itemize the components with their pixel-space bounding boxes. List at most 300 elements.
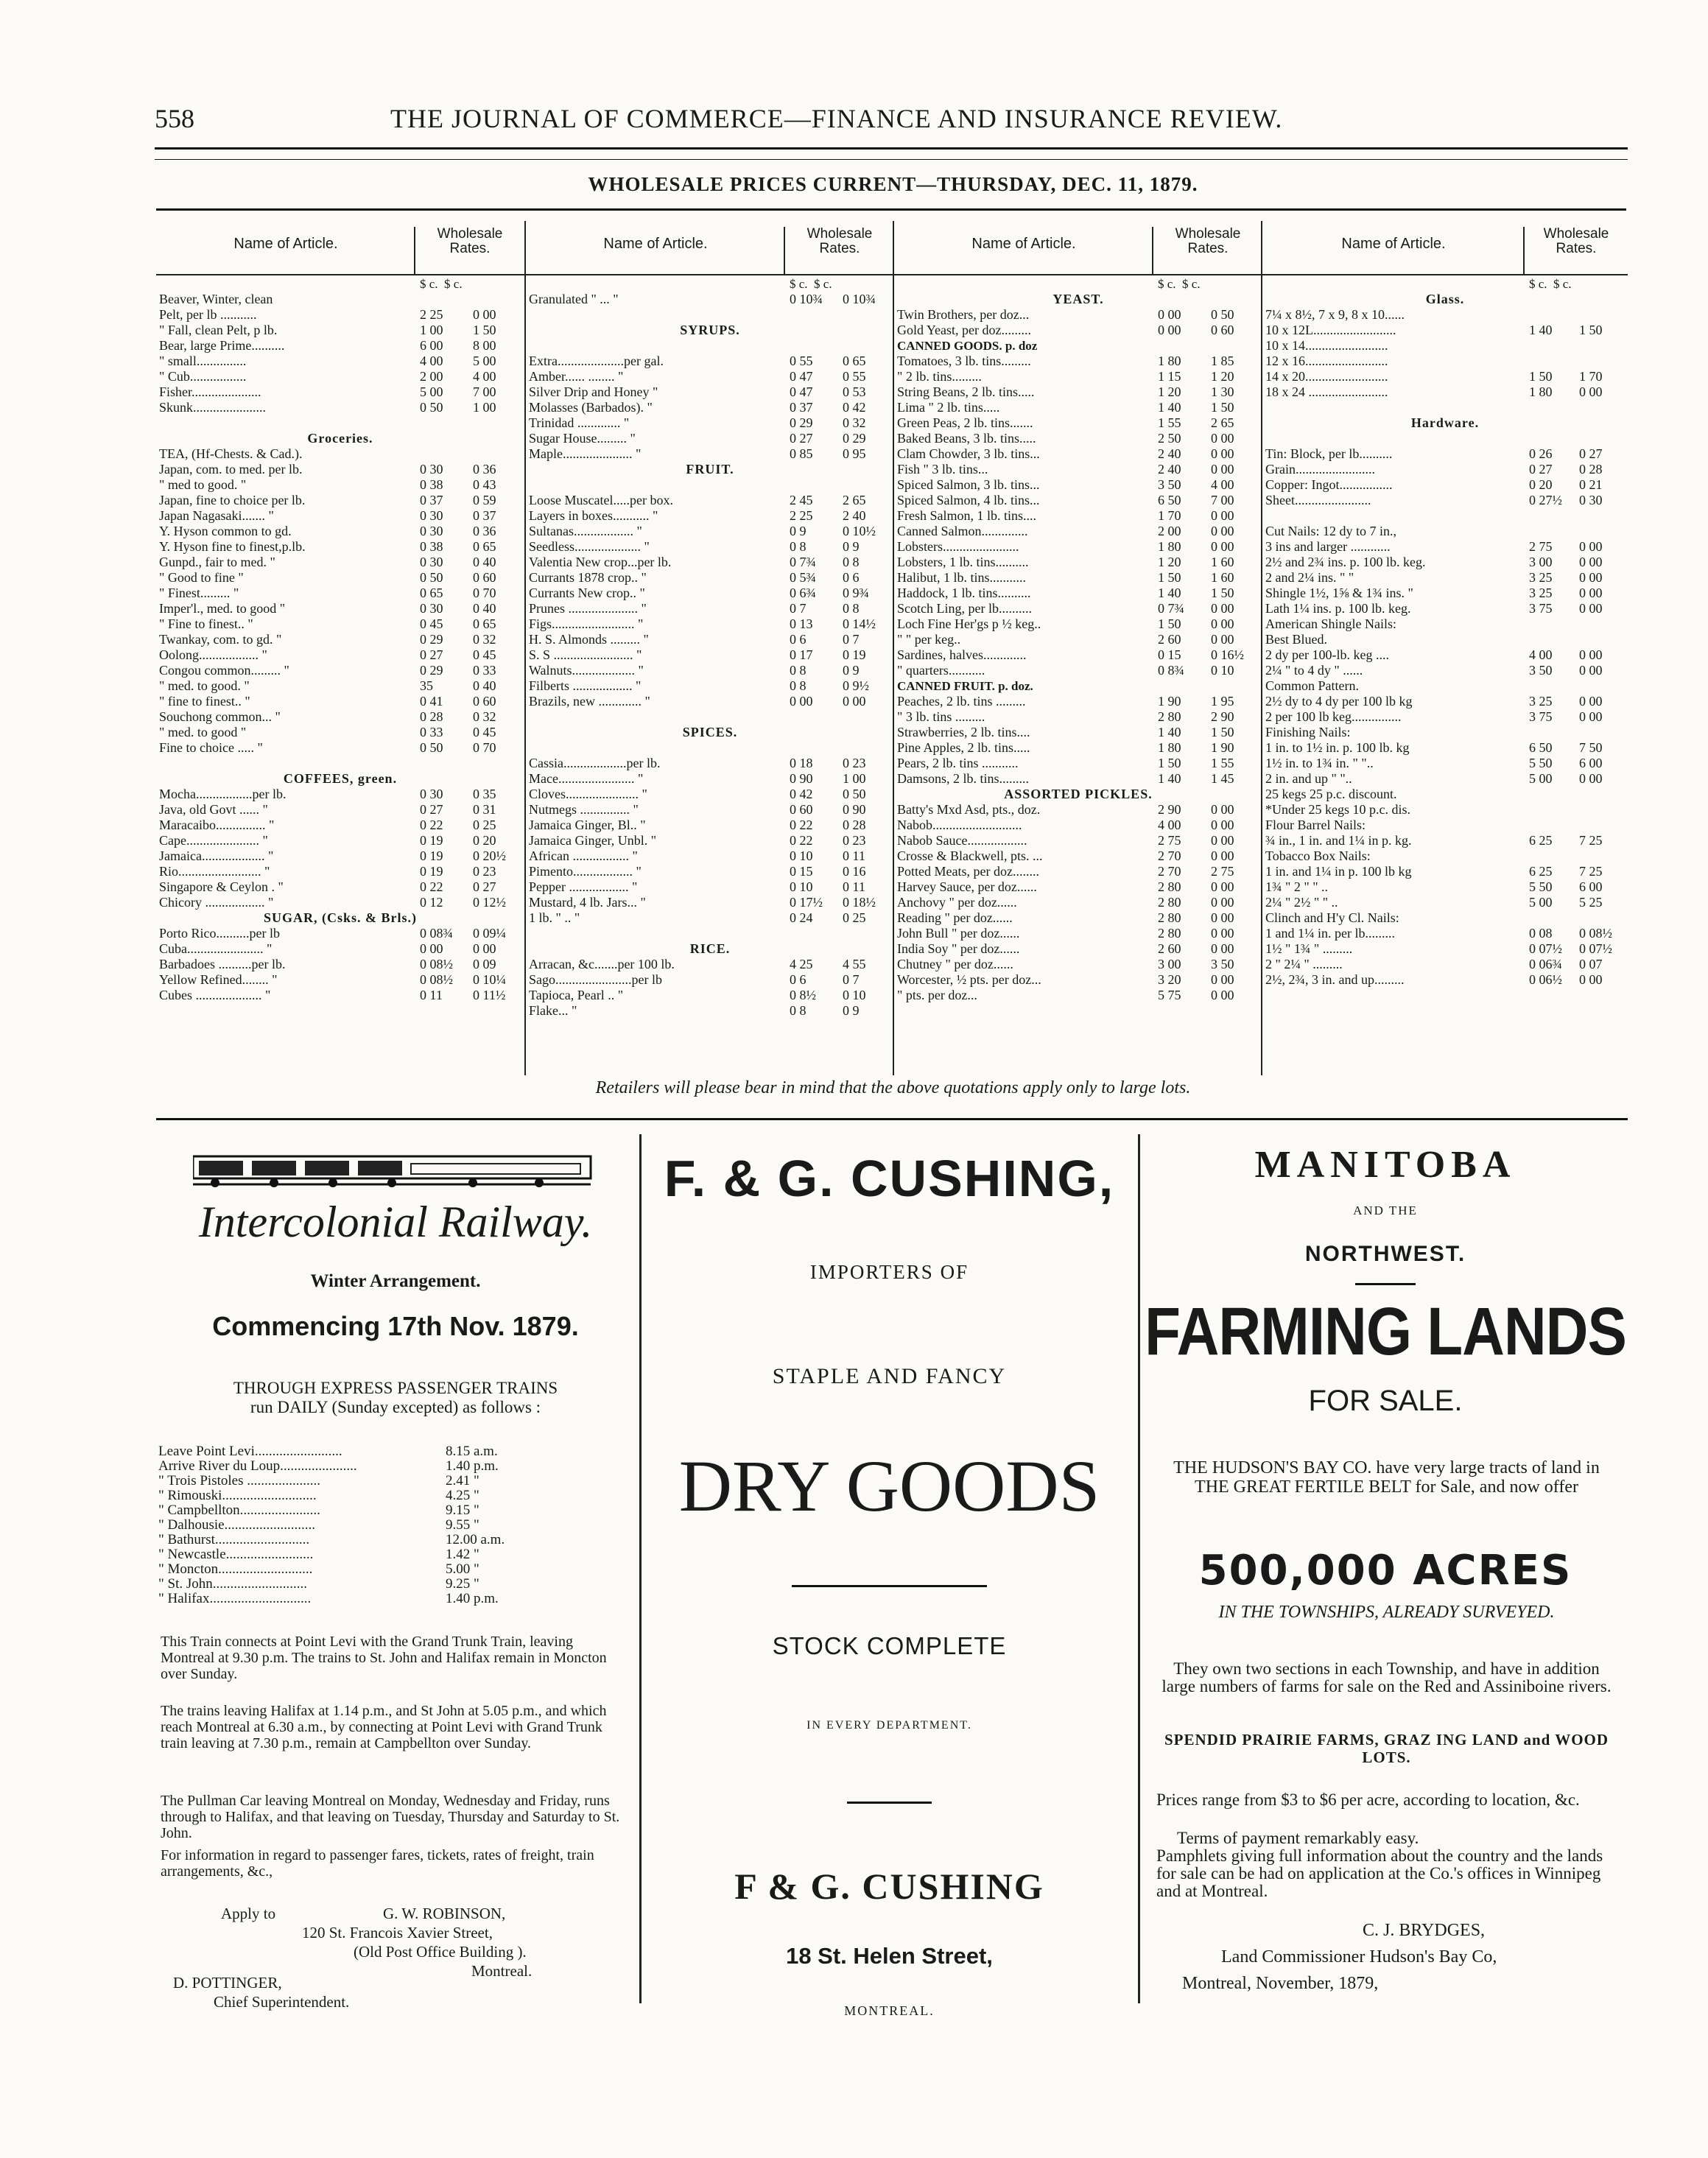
- rate-high: 0 59: [473, 493, 496, 507]
- article-name: " quarters...........: [897, 663, 985, 678]
- article-name: Lobsters.......................: [897, 539, 1019, 554]
- article-name: 1½ " 1¾ " .........: [1265, 941, 1353, 956]
- rate-high: 0 10½: [843, 524, 876, 538]
- rate-high: 0 11½: [473, 988, 506, 1002]
- price-row: [526, 864, 894, 879]
- railway-agent-name: G. W. ROBINSON,: [383, 1905, 506, 1922]
- rate-high: 0 45: [473, 647, 496, 662]
- rate-low: 0 19: [420, 833, 443, 848]
- rate-low: 0 13: [790, 616, 813, 631]
- price-row: [156, 446, 524, 462]
- article-name: CANNED FRUIT. p. doz.: [897, 679, 1033, 693]
- article-name: Tobacco Box Nails:: [1265, 848, 1371, 863]
- rate-low: 0 55: [790, 354, 813, 368]
- rate-low: 3 25: [1529, 570, 1553, 585]
- price-row: [526, 957, 894, 972]
- rate-high: 0 70: [473, 740, 496, 755]
- price-row: [894, 957, 1262, 972]
- rate-low: 2 80: [1158, 895, 1181, 910]
- article-name: Granulated " ... ": [529, 292, 619, 306]
- header-rule-thin: [155, 159, 1628, 160]
- rate-low: 2 75: [1158, 833, 1181, 848]
- rate-low: 5 00: [1529, 771, 1553, 786]
- article-name: Brazils, new ............. ": [529, 694, 650, 709]
- rate-high: 0 7: [843, 972, 860, 987]
- rate-high: 0 23: [843, 833, 866, 848]
- price-row: [526, 647, 894, 663]
- price-row: [156, 384, 524, 400]
- article-name: Copper: Ingot................: [1265, 477, 1393, 492]
- rate-low: 1 40: [1529, 323, 1553, 337]
- price-row: [1262, 632, 1628, 647]
- article-name: Harvey Sauce, per doz......: [897, 879, 1037, 894]
- rate-low: 2 40: [1158, 446, 1181, 461]
- price-row: [894, 771, 1262, 787]
- rate-high: 0 9¾: [843, 586, 869, 600]
- rate-column-header: Wholesale Rates.: [1152, 227, 1262, 274]
- price-row: [1262, 323, 1628, 338]
- manitoba-for-sale: FOR SALE.: [1308, 1385, 1463, 1417]
- price-row: [526, 477, 894, 493]
- article-name: Chicory .................. ": [159, 895, 274, 910]
- rate-high: 0 6: [843, 570, 860, 585]
- price-row: [526, 694, 894, 709]
- schedule-time: 1.40 p.m.: [446, 1591, 499, 1606]
- article-name: Molasses (Barbados). ": [529, 400, 653, 415]
- rate-high: 0 70: [473, 586, 496, 600]
- rate-low: 0 22: [790, 818, 813, 832]
- article-name: Valentia New crop...per lb.: [529, 555, 672, 569]
- price-row: [156, 833, 524, 848]
- article-name: Shingle 1½, 1⅝ & 1¾ ins. ": [1265, 586, 1413, 600]
- rate-high: 0 27: [473, 879, 496, 894]
- name-column-header: Name of Article.: [603, 236, 708, 252]
- article-name: 3 ins and larger ............: [1265, 539, 1391, 554]
- rate-low: 0 5¾: [790, 570, 816, 585]
- rate-high: 0 00: [1211, 632, 1234, 647]
- price-row: [894, 848, 1262, 864]
- rate-low: 2 80: [1158, 879, 1181, 894]
- price-row: [894, 879, 1262, 895]
- price-row: [156, 601, 524, 616]
- rate-low: 2 90: [1158, 802, 1181, 817]
- rate-low: 0 08½: [420, 972, 453, 987]
- article-name: Walnuts................... ": [529, 663, 644, 678]
- price-row: [526, 384, 894, 400]
- price-row: [1262, 740, 1628, 756]
- rate-column-header: Wholesale Rates.: [414, 227, 524, 274]
- article-name: Reading " per doz......: [897, 910, 1013, 925]
- rate-low: 0 27: [1529, 462, 1553, 477]
- article-name: FRUIT.: [686, 462, 734, 477]
- article-name: Worcester, ½ pts. per doz...: [897, 972, 1041, 987]
- manitoba-farming-lands: FARMING LANDS: [1145, 1293, 1626, 1369]
- prices-table: [156, 221, 1626, 1075]
- section-heading: [526, 725, 894, 740]
- article-name: Fish " 3 lb. tins...: [897, 462, 988, 477]
- article-name: Lima " 2 lb. tins.....: [897, 400, 1000, 415]
- rate-high: 0 10¾: [843, 292, 876, 306]
- rate-high: 0 95: [843, 446, 866, 461]
- rate-low: 1 20: [1158, 384, 1181, 399]
- article-name: SPICES.: [682, 725, 738, 739]
- prices-column-header: [1262, 221, 1628, 275]
- article-name: CANNED GOODS. p. doz: [897, 339, 1038, 353]
- rate-low: 0 6¾: [790, 586, 816, 600]
- article-name: YEAST.: [1052, 292, 1104, 306]
- rate-low: 2 25: [790, 508, 813, 523]
- rate-low: 0 50: [420, 400, 443, 415]
- rate-high: 1 50: [473, 323, 496, 337]
- rate-low: 0 06¾: [1529, 957, 1562, 971]
- article-name: 10 x 12L.........................: [1265, 323, 1396, 337]
- rate-high: 0 00: [1211, 431, 1234, 446]
- rate-high: 0 36: [473, 524, 496, 538]
- rate-low: 1 50: [1158, 570, 1181, 585]
- price-row: [156, 524, 524, 539]
- rate-high: 1 85: [1211, 354, 1234, 368]
- rate-low: 0 27: [420, 647, 443, 662]
- rate-high: 0 37: [473, 508, 496, 523]
- section-heading: [526, 462, 894, 477]
- article-name: Arracan, &c.......per 100 lb.: [529, 957, 675, 971]
- railway-title: Intercolonial Railway.: [198, 1198, 593, 1246]
- railway-para-3: The Pullman Car leaving Montreal on Monday, Wednesday and Friday, runs through to Halifax, and that leaving on Tuesday, Thursday and Saturday to St. John.: [161, 1793, 620, 1841]
- rate-high: 2 90: [1211, 709, 1234, 724]
- article-name: Tomatoes, 3 lb. tins.........: [897, 354, 1031, 368]
- price-row: [526, 616, 894, 632]
- rate-high: 0 31: [473, 802, 496, 817]
- article-name: 2¼ " to 4 dy " ......: [1265, 663, 1363, 678]
- article-name: Twin Brothers, per doz...: [897, 307, 1030, 322]
- article-name: Barbadoes ..........per lb.: [159, 957, 286, 971]
- rate-high: 8 00: [473, 338, 496, 353]
- rate-low: 0 22: [420, 818, 443, 832]
- rate-low: 0 7¾: [790, 555, 816, 569]
- price-row: [894, 988, 1262, 1003]
- rate-high: 1 00: [843, 771, 866, 786]
- section-heading: [1262, 415, 1628, 431]
- article-name: " 3 lb. tins .........: [897, 709, 985, 724]
- rate-low: 3 50: [1158, 477, 1181, 492]
- rate-low: 0 15: [1158, 647, 1181, 662]
- article-name: Sardines, halves.............: [897, 647, 1027, 662]
- article-name: Cut Nails: 12 dy to 7 in.,: [1265, 524, 1397, 538]
- article-name: Cape...................... ": [159, 833, 268, 848]
- rate-high: 4 00: [473, 369, 496, 384]
- retail-note: Retailers will please bear in mind that the above quotations apply only to large lots.: [595, 1078, 1191, 1097]
- price-row: [894, 972, 1262, 988]
- article-name: 2 dy per 100-lb. keg ....: [1265, 647, 1389, 662]
- rate-high: 1 50: [1579, 323, 1603, 337]
- rate-high: 3 50: [1211, 957, 1234, 971]
- article-name: John Bull " per doz......: [897, 926, 1020, 941]
- price-row: [894, 338, 1262, 354]
- article-name: Yellow Refined........ ": [159, 972, 278, 987]
- rate-low: 0 45: [420, 616, 443, 631]
- price-row: [526, 354, 894, 369]
- rate-low: 3 25: [1529, 694, 1553, 709]
- price-row: [894, 709, 1262, 725]
- article-name: SYRUPS.: [680, 323, 740, 337]
- rate-low: 0 30: [420, 601, 443, 616]
- article-name: Tin: Block, per lb..........: [1265, 446, 1393, 461]
- rate-low: 1 40: [1158, 400, 1181, 415]
- rate-high: 2 40: [843, 508, 866, 523]
- price-row: [1262, 307, 1628, 323]
- price-row: [156, 694, 524, 709]
- rate-low: 1 40: [1158, 725, 1181, 739]
- currency-header: $ c. $ c.: [420, 277, 463, 291]
- rate-low: 0 22: [420, 879, 443, 894]
- article-name: Gold Yeast, per doz.........: [897, 323, 1031, 337]
- article-name: Spiced Salmon, 4 lb. tins...: [897, 493, 1040, 507]
- cushing-importers: IMPORTERS OF: [809, 1261, 969, 1283]
- rate-high: 0 00: [1579, 539, 1603, 554]
- manitoba-terms: Terms of payment remarkably easy.: [1177, 1829, 1419, 1847]
- price-row: [156, 647, 524, 663]
- article-name: Pimento.................. ": [529, 864, 642, 879]
- article-name: Silver Drip and Honey ": [529, 384, 658, 399]
- schedule-time: 9.15 ": [446, 1502, 479, 1518]
- section-heading: [894, 292, 1262, 307]
- rate-high: 2 65: [1211, 415, 1234, 430]
- price-row: [894, 756, 1262, 771]
- rate-high: 0 45: [473, 725, 496, 739]
- name-column-header: Name of Article.: [971, 236, 1076, 252]
- rate-high: 0 00: [1211, 895, 1234, 910]
- price-row: [1262, 833, 1628, 848]
- rate-low: 4 00: [1158, 818, 1181, 832]
- article-name: Lobsters, 1 lb. tins..........: [897, 555, 1029, 569]
- section-heading: [526, 323, 894, 338]
- rate-high: 0 00: [1211, 539, 1234, 554]
- rate-low: 0 6: [790, 972, 806, 987]
- rate-low: 2 00: [420, 369, 443, 384]
- article-name: 2 per 100 lb keg...............: [1265, 709, 1402, 724]
- price-row: [526, 508, 894, 524]
- rate-high: 0 9: [843, 663, 860, 678]
- price-row: [1262, 972, 1628, 988]
- article-name: Fine to choice ..... ": [159, 740, 263, 755]
- rate-low: 0 30: [420, 508, 443, 523]
- rate-high: 0 40: [473, 678, 496, 693]
- rate-low: 3 50: [1529, 663, 1553, 678]
- rate-high: 0 8: [843, 555, 860, 569]
- article-name: Sheet.......................: [1265, 493, 1371, 507]
- rate-low: 0 06½: [1529, 972, 1562, 987]
- rate-high: 0 00: [1211, 802, 1234, 817]
- price-row: [894, 415, 1262, 431]
- article-name: " med. to good. ": [159, 678, 250, 693]
- rate-low: 2 80: [1158, 910, 1181, 925]
- article-name: 12 x 16.........................: [1265, 354, 1388, 368]
- price-row: [894, 616, 1262, 632]
- rate-high: 0 00: [1211, 601, 1234, 616]
- price-row: [1262, 848, 1628, 864]
- article-name: Chutney " per doz......: [897, 957, 1013, 971]
- article-name: African ................. ": [529, 848, 638, 863]
- price-row: [156, 539, 524, 555]
- price-row: [156, 926, 524, 941]
- rate-low: 0 00: [1158, 323, 1181, 337]
- price-row: [526, 493, 894, 508]
- schedule-station: " St. John...........................: [158, 1576, 307, 1592]
- rate-low: 0 26: [1529, 446, 1553, 461]
- article-name: SUGAR, (Csks. & Brls.): [263, 910, 417, 925]
- price-row: [526, 833, 894, 848]
- rate-low: 0 29: [790, 415, 813, 430]
- rate-low: 0 37: [420, 493, 443, 507]
- rate-high: 0 7: [843, 632, 860, 647]
- article-name: Currants New crop.. ": [529, 586, 645, 600]
- section-heading: [526, 941, 894, 957]
- name-column-header: Name of Article.: [1341, 236, 1446, 252]
- price-row: [156, 400, 524, 415]
- article-name: Oolong.................. ": [159, 647, 267, 662]
- price-row: [156, 972, 524, 988]
- rate-low: 5 00: [420, 384, 443, 399]
- rate-low: 0 38: [420, 477, 443, 492]
- rate-low: 1 40: [1158, 771, 1181, 786]
- article-name: Currants 1878 crop.. ": [529, 570, 647, 585]
- rate-low: 0 8: [790, 678, 806, 693]
- article-name: H. S. Almonds ......... ": [529, 632, 649, 647]
- article-name: 1 and 1¼ in. per lb.........: [1265, 926, 1395, 941]
- article-name: Japan, fine to choice per lb.: [159, 493, 306, 507]
- article-name: Singapore & Ceylon . ": [159, 879, 284, 894]
- schedule-station: " Rimouski...........................: [158, 1488, 317, 1503]
- price-row: [156, 725, 524, 740]
- page-header: [155, 103, 1624, 140]
- article-name: " Good to fine ": [159, 570, 244, 585]
- article-name: ASSORTED PICKLES.: [1004, 787, 1153, 801]
- article-name: Baked Beans, 3 lb. tins.....: [897, 431, 1036, 446]
- price-row: [526, 926, 894, 941]
- rate-low: 35: [420, 678, 433, 693]
- article-name: 1½ in. to 1¾ in. " "..: [1265, 756, 1374, 770]
- schedule-time: 9.25 ": [446, 1576, 479, 1592]
- railway-para-4: For information in regard to passenger fares, tickets, rates of freight, train arrangements, &c.,: [161, 1847, 594, 1880]
- article-name: TEA, (Hf-Chests. & Cad.).: [159, 446, 303, 461]
- prices-title: WHOLESALE PRICES CURRENT—THURSDAY, DEC. 11, 1879.: [588, 173, 1198, 195]
- rate-low: 1 40: [1158, 586, 1181, 600]
- rate-high: 0 28: [843, 818, 866, 832]
- article-name: India Soy " per doz......: [897, 941, 1020, 956]
- rate-high: 0 00: [1579, 601, 1603, 616]
- railway-intro-1: THROUGH EXPRESS PASSENGER TRAINS: [233, 1379, 558, 1397]
- price-row: [894, 941, 1262, 957]
- rate-low: 4 00: [420, 354, 443, 368]
- rate-low: 0 27½: [1529, 493, 1562, 507]
- rate-low: 2 50: [1158, 431, 1181, 446]
- railway-superintendent-title: Chief Superintendent.: [214, 1993, 350, 2011]
- rate-low: 2 70: [1158, 848, 1181, 863]
- price-row: [156, 493, 524, 508]
- price-row: [526, 678, 894, 694]
- rate-high: 0 9½: [843, 678, 869, 693]
- article-name: 2½, 2¾, 3 in. and up.........: [1265, 972, 1405, 987]
- schedule-station: " Trois Pistoles .....................: [158, 1473, 320, 1489]
- rate-high: 1 90: [1211, 740, 1234, 755]
- price-row: [1262, 895, 1628, 910]
- price-row: [1262, 400, 1628, 415]
- cushing-staple: STAPLE AND FANCY: [772, 1364, 1007, 1388]
- article-name: 2½ and 2¾ ins. p. 100 lb. keg.: [1265, 555, 1426, 569]
- rate-high: 6 00: [1579, 879, 1603, 894]
- price-row: [156, 477, 524, 493]
- rate-low: 0 50: [420, 570, 443, 585]
- article-name: Mustard, 4 lb. Jars... ": [529, 895, 646, 910]
- prices-title-rule: [156, 208, 1626, 211]
- article-name: Crosse & Blackwell, pts. ...: [897, 848, 1043, 863]
- price-row: [526, 524, 894, 539]
- price-row: [526, 539, 894, 555]
- rate-high: 1 20: [1211, 369, 1234, 384]
- price-row: [156, 307, 524, 323]
- article-name: Loose Muscatel.....per box.: [529, 493, 673, 507]
- price-row: [894, 926, 1262, 941]
- cushing-name: F. & G. CUSHING,: [664, 1150, 1115, 1207]
- railway-para-1: This Train connects at Point Levi with the Grand Trunk Train, leaving Montreal at 9.30 p.m. The trains to St. John and Halifax remain in Moncton over Sunday.: [161, 1634, 607, 1682]
- article-name: Scotch Ling, per lb..........: [897, 601, 1032, 616]
- section-heading: [156, 910, 524, 926]
- rate-low: 0 8½: [790, 988, 816, 1002]
- rate-low: 6 50: [1158, 493, 1181, 507]
- article-name: 7¼ x 8½, 7 x 9, 8 x 10......: [1265, 307, 1405, 322]
- manitoba-date: Montreal, November, 1879,: [1182, 1974, 1379, 1993]
- article-name: Common Pattern.: [1265, 678, 1359, 693]
- rate-low: 3 25: [1529, 586, 1553, 600]
- price-row: [156, 818, 524, 833]
- article-name: Flake... ": [529, 1003, 577, 1018]
- prices-column: [524, 221, 894, 1075]
- rate-low: 0 37: [790, 400, 813, 415]
- rate-high: 0 00: [1579, 384, 1603, 399]
- rate-high: 0 40: [473, 555, 496, 569]
- article-name: Porto Rico..........per lb: [159, 926, 280, 941]
- price-row: [894, 694, 1262, 709]
- price-row: [1262, 369, 1628, 384]
- article-name: 1¾ " 2 " " ..: [1265, 879, 1329, 894]
- price-row: [526, 756, 894, 771]
- article-name: Grain........................: [1265, 462, 1375, 477]
- rate-high: 5 00: [473, 354, 496, 368]
- price-row: [156, 292, 524, 307]
- manitoba-northwest: NORTHWEST.: [1304, 1242, 1466, 1266]
- rate-high: 0 25: [843, 910, 866, 925]
- rate-low: 0 10: [790, 879, 813, 894]
- rate-high: 1 30: [1211, 384, 1234, 399]
- rate-low: 2 00: [1158, 524, 1181, 538]
- rate-high: 1 00: [473, 400, 496, 415]
- schedule-station: " Campbellton.......................: [158, 1502, 320, 1518]
- article-name: Cubes .................... ": [159, 988, 271, 1002]
- rate-high: 0 60: [1211, 323, 1234, 337]
- article-name: Gunpd., fair to med. ": [159, 555, 275, 569]
- price-row: [1262, 616, 1628, 632]
- rate-high: 0 33: [473, 663, 496, 678]
- price-row: [1262, 586, 1628, 601]
- rate-high: 0 23: [473, 864, 496, 879]
- price-row: [1262, 910, 1628, 926]
- article-name: 1 lb. " .. ": [529, 910, 580, 925]
- price-row: [526, 415, 894, 431]
- price-row: [156, 709, 524, 725]
- rate-high: 0 00: [1211, 446, 1234, 461]
- rate-high: 0 00: [1211, 941, 1234, 956]
- manitoba-acres: 500,000 ACRES: [1198, 1547, 1572, 1595]
